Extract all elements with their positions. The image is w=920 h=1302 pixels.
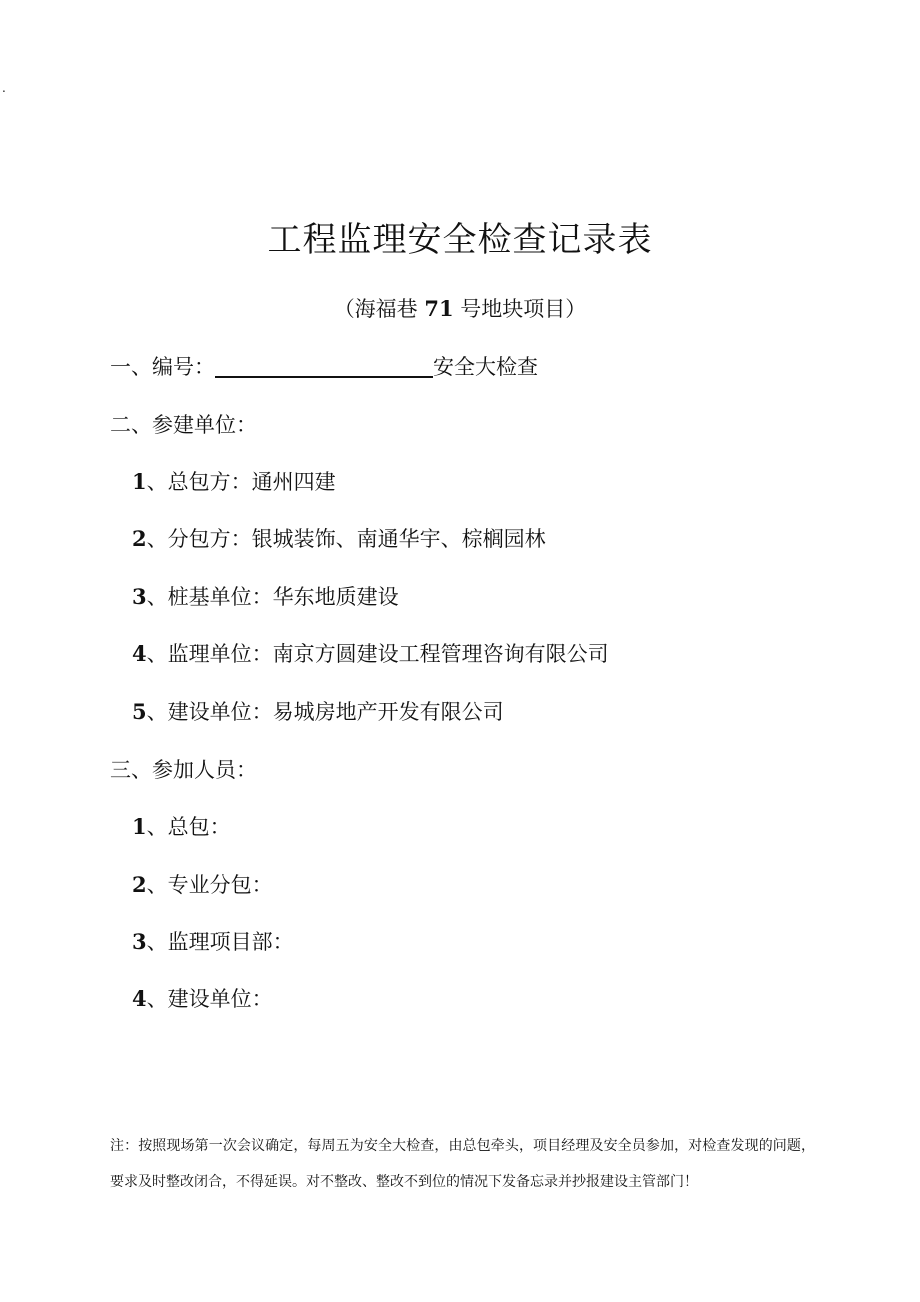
subtitle-close: 号地块项目） [453, 297, 587, 321]
item-separator: 、 [146, 987, 168, 1011]
item-text: 总包： [167, 815, 231, 839]
item-separator: 、 [146, 930, 168, 954]
list-item [132, 925, 294, 959]
item-number: 2 [132, 526, 147, 551]
item-number: 1 [132, 469, 147, 494]
item-separator: 、 [146, 815, 168, 839]
page-subtitle [0, 292, 920, 326]
corner-mark: . [2, 81, 6, 95]
item-number: 3 [132, 929, 147, 954]
item-number: 3 [132, 584, 147, 609]
item-separator: 、 [146, 700, 168, 724]
footnote: 注：按照现场第一次会议确定，每周五为安全大检查，由总包牵头，项目经理及安全员参加，对检查发现的问题，要求及时整改闭合，不得延误。对不整改、整改不到位的情况下发备忘录并抄报建设主管部门！ [110, 1138, 815, 1190]
list-item [132, 637, 609, 671]
item-text: 分包方：银城装饰、南通华宇、棕榈园林 [167, 527, 546, 551]
section-participants: 三、参加人员： [110, 758, 257, 782]
list-item [132, 982, 273, 1016]
item-separator: 、 [146, 873, 168, 897]
item-text: 总包方：通州四建 [167, 470, 336, 494]
item-separator: 、 [146, 642, 168, 666]
subtitle-number: 71 [424, 296, 454, 321]
section-participating-units: 二、参建单位： [110, 413, 257, 437]
item-number: 5 [132, 699, 147, 724]
list-item [132, 465, 336, 499]
item-text: 监理项目部： [167, 930, 294, 954]
item-separator: 、 [146, 585, 168, 609]
number-blank-field [215, 352, 433, 378]
item-separator: 、 [146, 470, 168, 494]
item-text: 建设单位：易城房地产开发有限公司 [167, 700, 504, 724]
item-separator: 、 [146, 527, 168, 551]
item-text: 专业分包： [167, 873, 273, 897]
item-text: 桩基单位：华东地质建设 [167, 585, 399, 609]
item-text: 监理单位：南京方圆建设工程管理咨询有限公司 [167, 642, 609, 666]
list-item [132, 695, 504, 729]
subtitle-open: （海福巷 [333, 297, 425, 321]
section-number [110, 350, 538, 384]
item-number: 2 [132, 872, 147, 897]
list-item [132, 580, 399, 614]
section-number-suffix: 安全大检查 [433, 355, 538, 379]
list-item [132, 868, 273, 902]
item-text: 建设单位： [167, 987, 273, 1011]
item-number: 4 [132, 986, 147, 1011]
section-number-label: 一、编号： [110, 355, 215, 379]
list-item [132, 810, 231, 844]
item-number: 1 [132, 814, 147, 839]
page-title: 工程监理安全检查记录表 [267, 220, 653, 260]
item-number: 4 [132, 641, 147, 666]
list-item [132, 522, 546, 556]
